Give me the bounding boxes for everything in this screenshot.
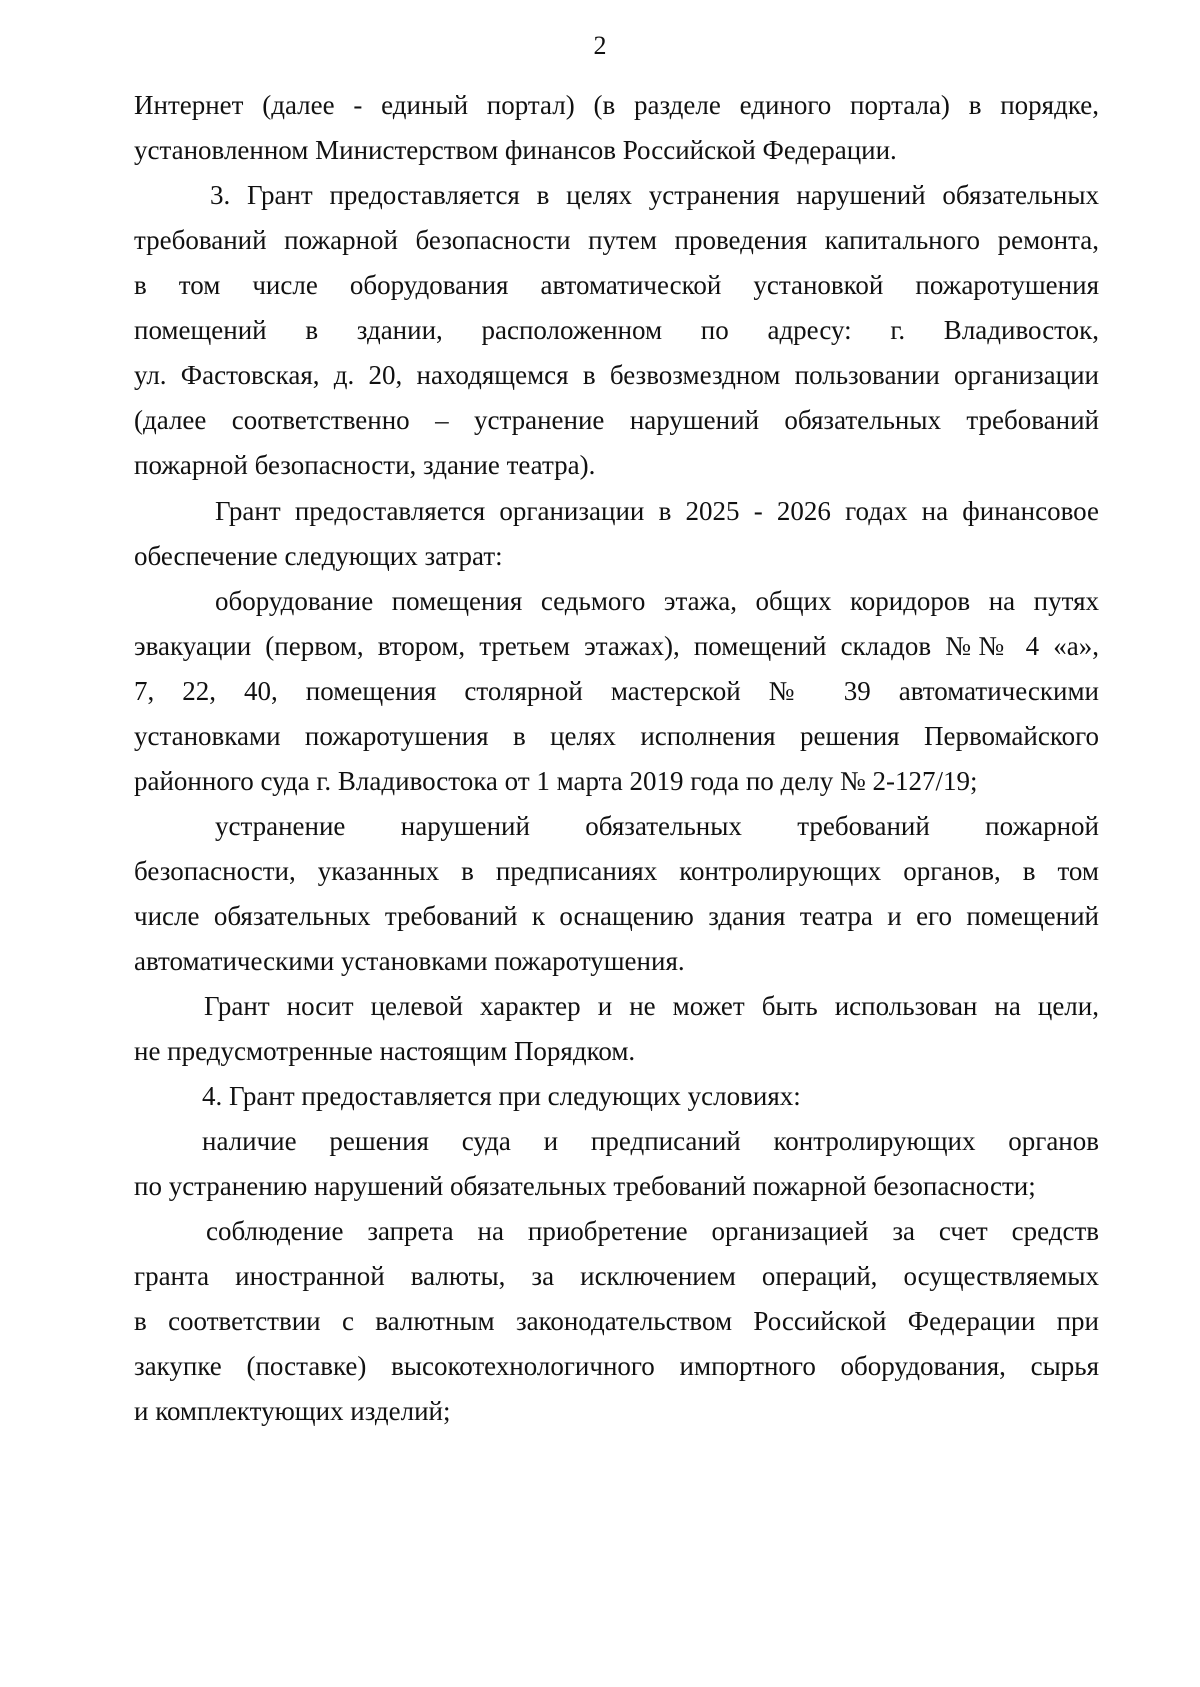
text-line: по устранению нарушений обязательных требований пожарной безопасности; [134,1171,1036,1201]
text-line: установленном Министерством финансов Российской Федерации. [134,135,897,165]
text-line: в соответствии с валютным законодательством Российской Федерации при [134,1306,1099,1336]
text-line: (далее соответственно – устранение нарушений обязательных требований [134,405,1099,435]
text-line: устранение нарушений обязательных требований пожарной [215,811,1099,841]
text-line: эвакуации (первом, втором, третьем этажах), помещений складов №№ 4 «а», [134,631,1099,661]
text-line: не предусмотренные настоящим Порядком. [134,1036,636,1066]
text-line: безопасности, указанных в предписаниях контролирующих органов, в том [134,856,1099,886]
text-line: 4. Грант предоставляется при следующих условиях: [202,1081,801,1111]
text-line: Интернет (далее - единый портал) (в разделе единого портала) в порядке, [134,90,1099,120]
text-line: гранта иностранной валюты, за исключением операций, осуществляемых [134,1261,1099,1291]
text-line: оборудование помещения седьмого этажа, общих коридоров на путях [215,586,1099,616]
text-line: пожарной безопасности, здание театра). [134,450,596,480]
text-line: Грант предоставляется организации в 2025 - 2026 годах на финансовое [215,496,1099,526]
text-line: и комплектующих изделий; [134,1396,451,1426]
text-line: обеспечение следующих затрат: [134,541,503,571]
text-line: ул. Фастовская, д. 20, находящемся в безвозмездном пользовании организации [134,360,1099,390]
text-line: установками пожаротушения в целях исполнения решения Первомайского [134,721,1099,751]
text-line: автоматическими установками пожаротушения. [134,946,685,976]
text-line: Грант носит целевой характер и не может быть использован на цели, [204,991,1099,1021]
text-line: числе обязательных требований к оснащению здания театра и его помещений [134,901,1099,931]
text-line: наличие решения суда и предписаний контролирующих органов [202,1126,1099,1156]
page-number: 2 [593,31,607,60]
text-line: помещений в здании, расположенном по адресу: г. Владивосток, [134,315,1099,345]
text-line: в том числе оборудования автоматической установкой пожаротушения [134,270,1099,300]
text-line: требований пожарной безопасности путем проведения капитального ремонта, [134,225,1099,255]
text-line: 7, 22, 40, помещения столярной мастерской № 39 автоматическими [134,676,1099,706]
text-line: соблюдение запрета на приобретение организацией за счет средств [206,1216,1099,1246]
text-line: закупке (поставке) высокотехнологичного импортного оборудования, сырья [134,1351,1099,1381]
text-line: 3. Грант предоставляется в целях устранения нарушений обязательных [210,180,1099,210]
text-line: районного суда г. Владивостока от 1 марта 2019 года по делу № 2-127/19; [134,766,978,796]
